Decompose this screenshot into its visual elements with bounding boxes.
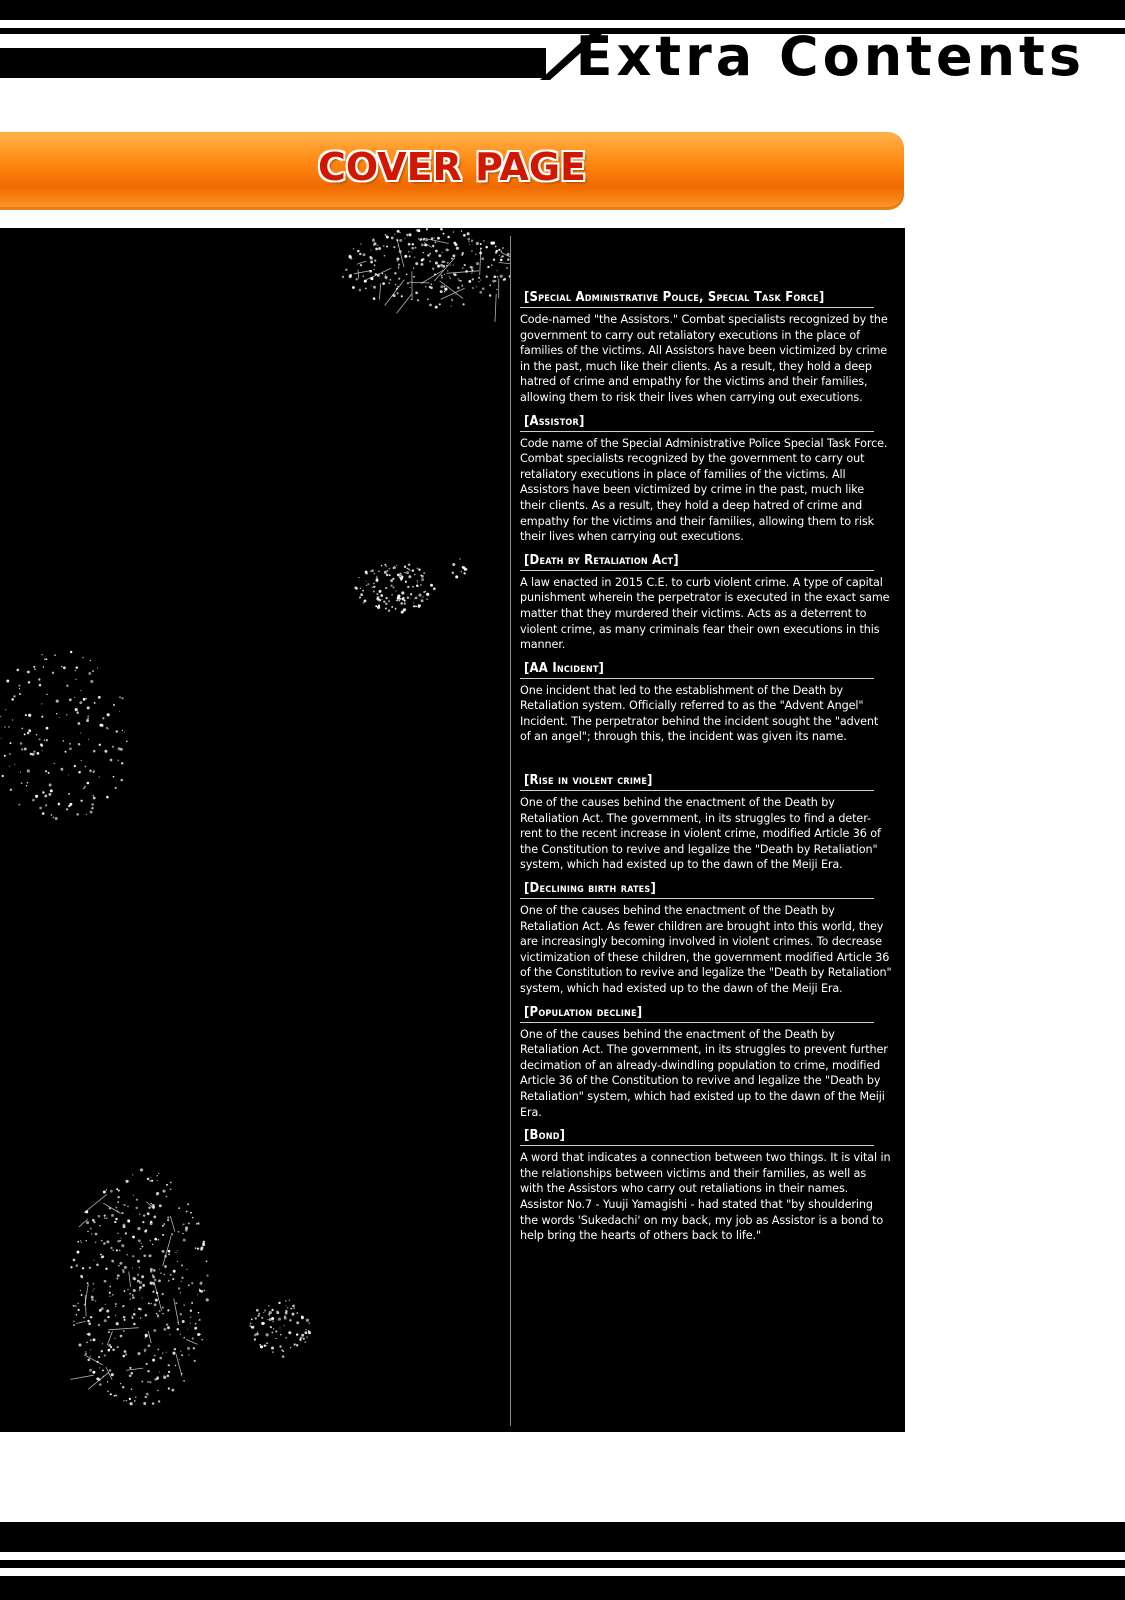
glossary-entry: [520, 290, 892, 406]
glossary-definition: Code-named "the Assistors." Combat specialists recognized by the government to carry out retaliatory executions in the place of families of the victims. All Assistors have been victimized by crime in the past, much like their clients. As a result, they hold a deep hatred of crime and empathy for the victims and their families, allowing them to risk their lives when carrying out executions.: [520, 313, 888, 404]
glossary-definition: One of the causes behind the enactment of the Death by Retaliation Act. As fewer children are brought into this world, they are increasingly becoming involved in violent crimes. To decrease victimization of these children, the government modified Article 36 of the Constitution to revive and legalize the "Death by Retaliation" system, which had existed up to the dawn of the Meiji Era.: [520, 904, 892, 995]
glossary-definition: One of the causes behind the enactment of the Death by Retaliation Act. The government, in its struggles to prevent further decimation of an already-dwindling population to crime, modified Article 36 of the Constitution to revive and legalize the "Death by Retaliation" system, which had existed up to the dawn of the Meiji Era.: [520, 1027, 888, 1119]
cover-art-panel: [0, 228, 905, 1432]
glossary-term: [Assistor]: [520, 414, 874, 432]
glossary-entry: [520, 881, 892, 997]
glossary-definition: Code name of the Special Administrative Police Special Task Force. Combat specialists recognized by the government to carry out retaliatory executions in place of families of the victims. All Assistors have been victimized by crime in the past, much like their clients. As a result, they hold a deep hatred of crime and empathy for the victims and their families, allowing them to risk their lives when carrying out executions.: [520, 436, 888, 544]
glossary-term: [Special Administrative Police, Special Task Force]: [520, 290, 874, 308]
footer-stripe-1: [0, 1522, 1125, 1552]
glossary-term: [Rise in violent crime]: [520, 773, 874, 791]
glossary-entry: [520, 661, 892, 745]
panel-divider: [510, 236, 511, 1426]
glossary-definition: A law enacted in 2015 C.E. to curb violent crime. A type of capital punishment wherein the perpetrator is executed in the exact same matter that they murdered their victims. Acts as a deterrent to violent crime, as many criminals fear their own executions in this manner.: [520, 575, 890, 652]
footer-stripe-3: [0, 1576, 1125, 1600]
glossary-term: [AA Incident]: [520, 661, 874, 679]
glossary-definition: One incident that led to the establishment of the Death by Retaliation system. Officially referred to as the "Advent Angel" Incident. The perpetrator behind the incident sought the "advent of an angel"; through this, the incident was given its name.: [520, 683, 879, 744]
glossary-definition: One of the causes behind the enactment of the Death by Retaliation Act. The government, in its struggles to find a deter-rent to the recent increase in violent crime, modified Article 36 of the Constitution to revive and legalize the "Death by Retaliation" system, which had existed up to the dawn of the Meiji Era.: [520, 796, 881, 872]
glossary-entry: [520, 1005, 892, 1121]
header-bar: [0, 48, 546, 78]
glossary-entry: [520, 553, 892, 653]
glossary-term: [Bond]: [520, 1128, 874, 1146]
glossary-entry: [520, 773, 892, 873]
glossary-term: [Declining birth rates]: [520, 881, 874, 899]
glossary-term: [Population decline]: [520, 1005, 874, 1023]
glossary-definition: A word that indicates a connection between two things. It is vital in the relationships between victims and their families, as well as with the Assistors who carry out retaliations in their names. Assistor No.7 - Yuuji Yamagishi - had stated that "by shouldering the words 'Sukedachi' on my back, my job as Assistor is a bond to help bring the hearts of others back to life.": [520, 1151, 891, 1243]
footer-stripe-2: [0, 1560, 1125, 1568]
section-banner-label: COVER PAGE: [318, 145, 586, 189]
glossary-entry: [520, 1128, 892, 1244]
glossary-entry: [520, 414, 892, 545]
glossary: [520, 290, 892, 1252]
glossary-term: [Death by Retaliation Act]: [520, 553, 874, 571]
header-stripe-top: [0, 0, 1125, 20]
section-banner: [0, 132, 904, 210]
cover-artwork: [0, 228, 510, 1432]
page-title: Extra Contents: [575, 25, 1085, 88]
